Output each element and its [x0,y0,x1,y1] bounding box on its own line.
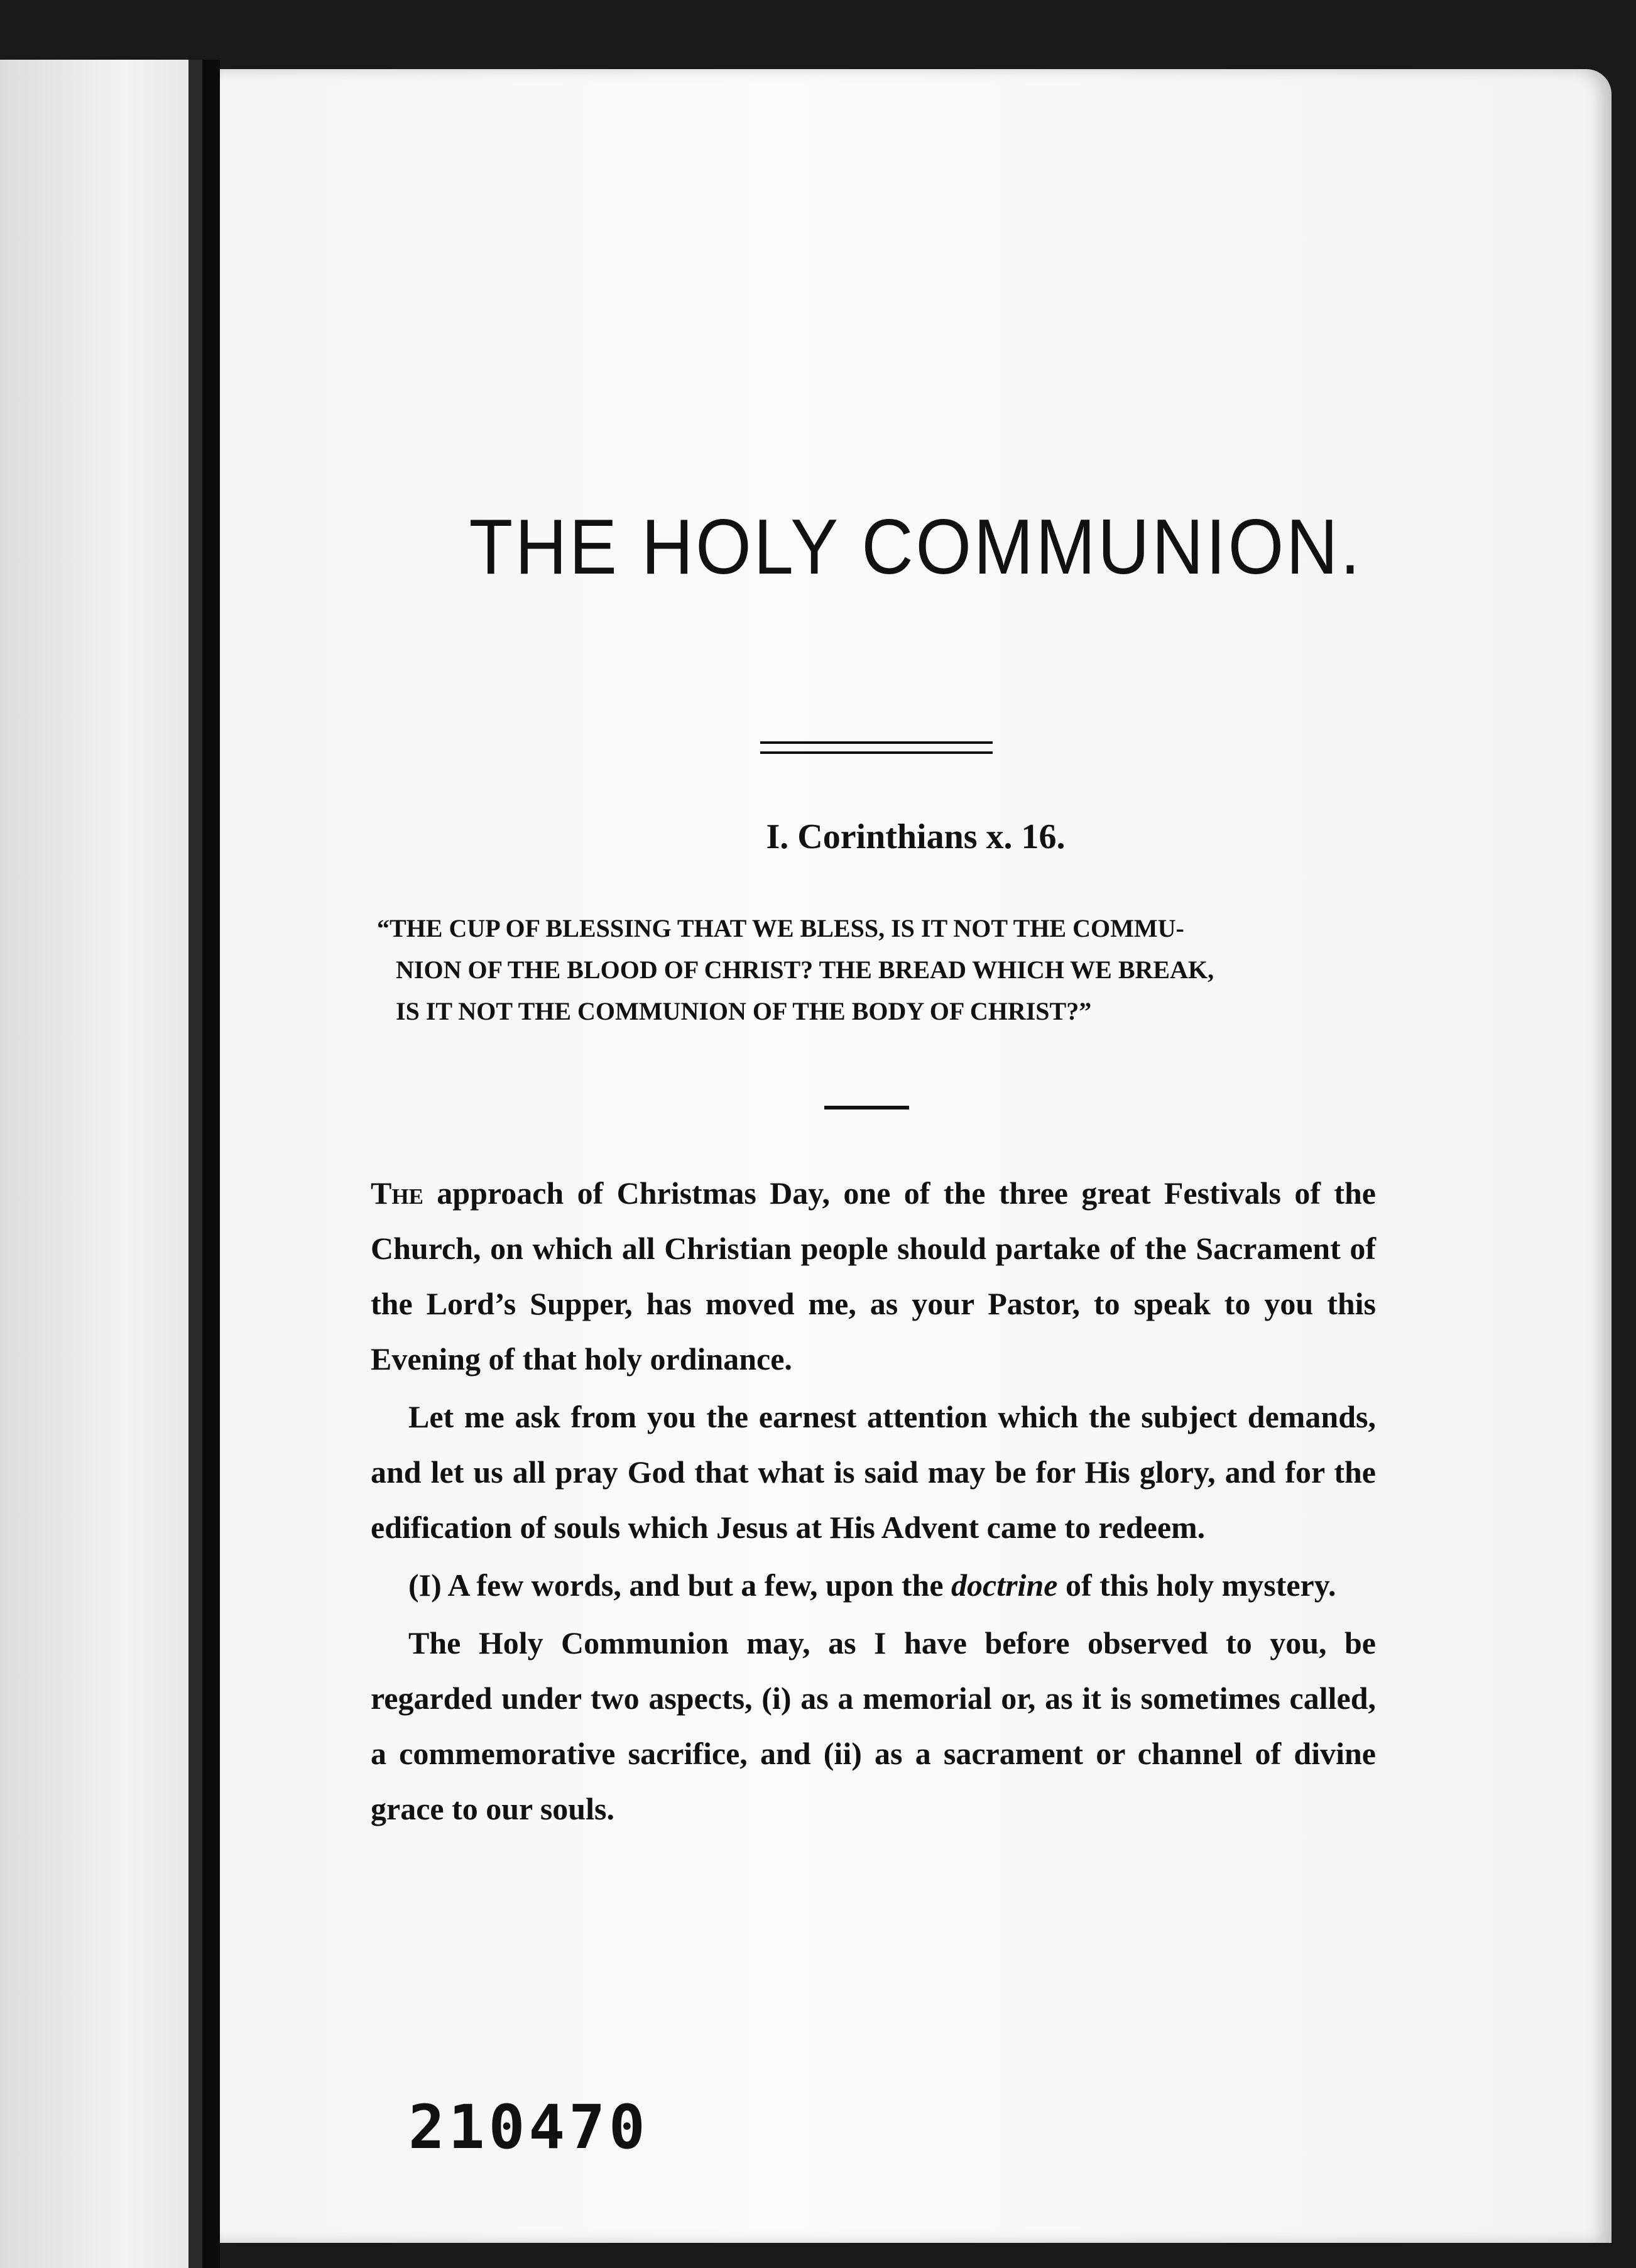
catalog-stamp-number: 210470 [408,2092,649,2162]
facing-page [0,60,207,2268]
paragraph-1-text: approach of Christmas Day, one of the three great Festivals of the Church, on which all Christian people should partake of the Sacrament of the Lord’s Supper, has moved me, as your Pastor, to speak to you this Evening of that holy ordinance. [371,1175,1376,1377]
paragraph-3-text-b: of this holy mystery. [1057,1567,1336,1603]
paragraph-1-lead: The [371,1175,423,1211]
epigraph-line-1: “THE CUP OF BLESSING THAT WE BLESS, IS IT NOT THE COMMU- [377,914,1184,942]
page-title: THE HOLY COMMUNION. [469,504,1363,591]
book-gutter [202,60,220,2268]
body-text [371,1165,1376,1839]
facing-page-edge [188,60,202,2268]
paragraph-1 [371,1165,1376,1387]
document-page [220,69,1611,2243]
epigraph-line-3: IS IT NOT THE COMMUNION OF THE BODY OF CHRIST?” [396,997,1092,1025]
short-rule-divider [824,1106,909,1109]
epigraph-line-2: NION OF THE BLOOD OF CHRIST? THE BREAD WHICH WE BREAK, [396,956,1214,984]
paragraph-3-text-a: (I) A few words, and but a few, upon the [408,1567,952,1603]
paragraph-2: Let me ask from you the earnest attention which the subject demands, and let us all pray God that what is said may be for His glory, and for the edification of souls which Jesus at His Advent came to redeem. [371,1399,1376,1545]
paragraph-3-italic: doctrine [951,1567,1058,1603]
epigraph-quote [377,908,1357,1032]
paragraph-4: The Holy Communion may, as I have before observed to you, be regarded under two aspects, (i) as a memorial or, as it is sometimes called, a commemorative sacrifice, and (ii) as a sacrament or channel of divine grace to our souls. [371,1625,1376,1826]
scripture-reference: I. Corinthians x. 16. [766,817,1066,856]
double-rule-divider [760,741,993,754]
paragraph-3 [371,1557,1376,1613]
